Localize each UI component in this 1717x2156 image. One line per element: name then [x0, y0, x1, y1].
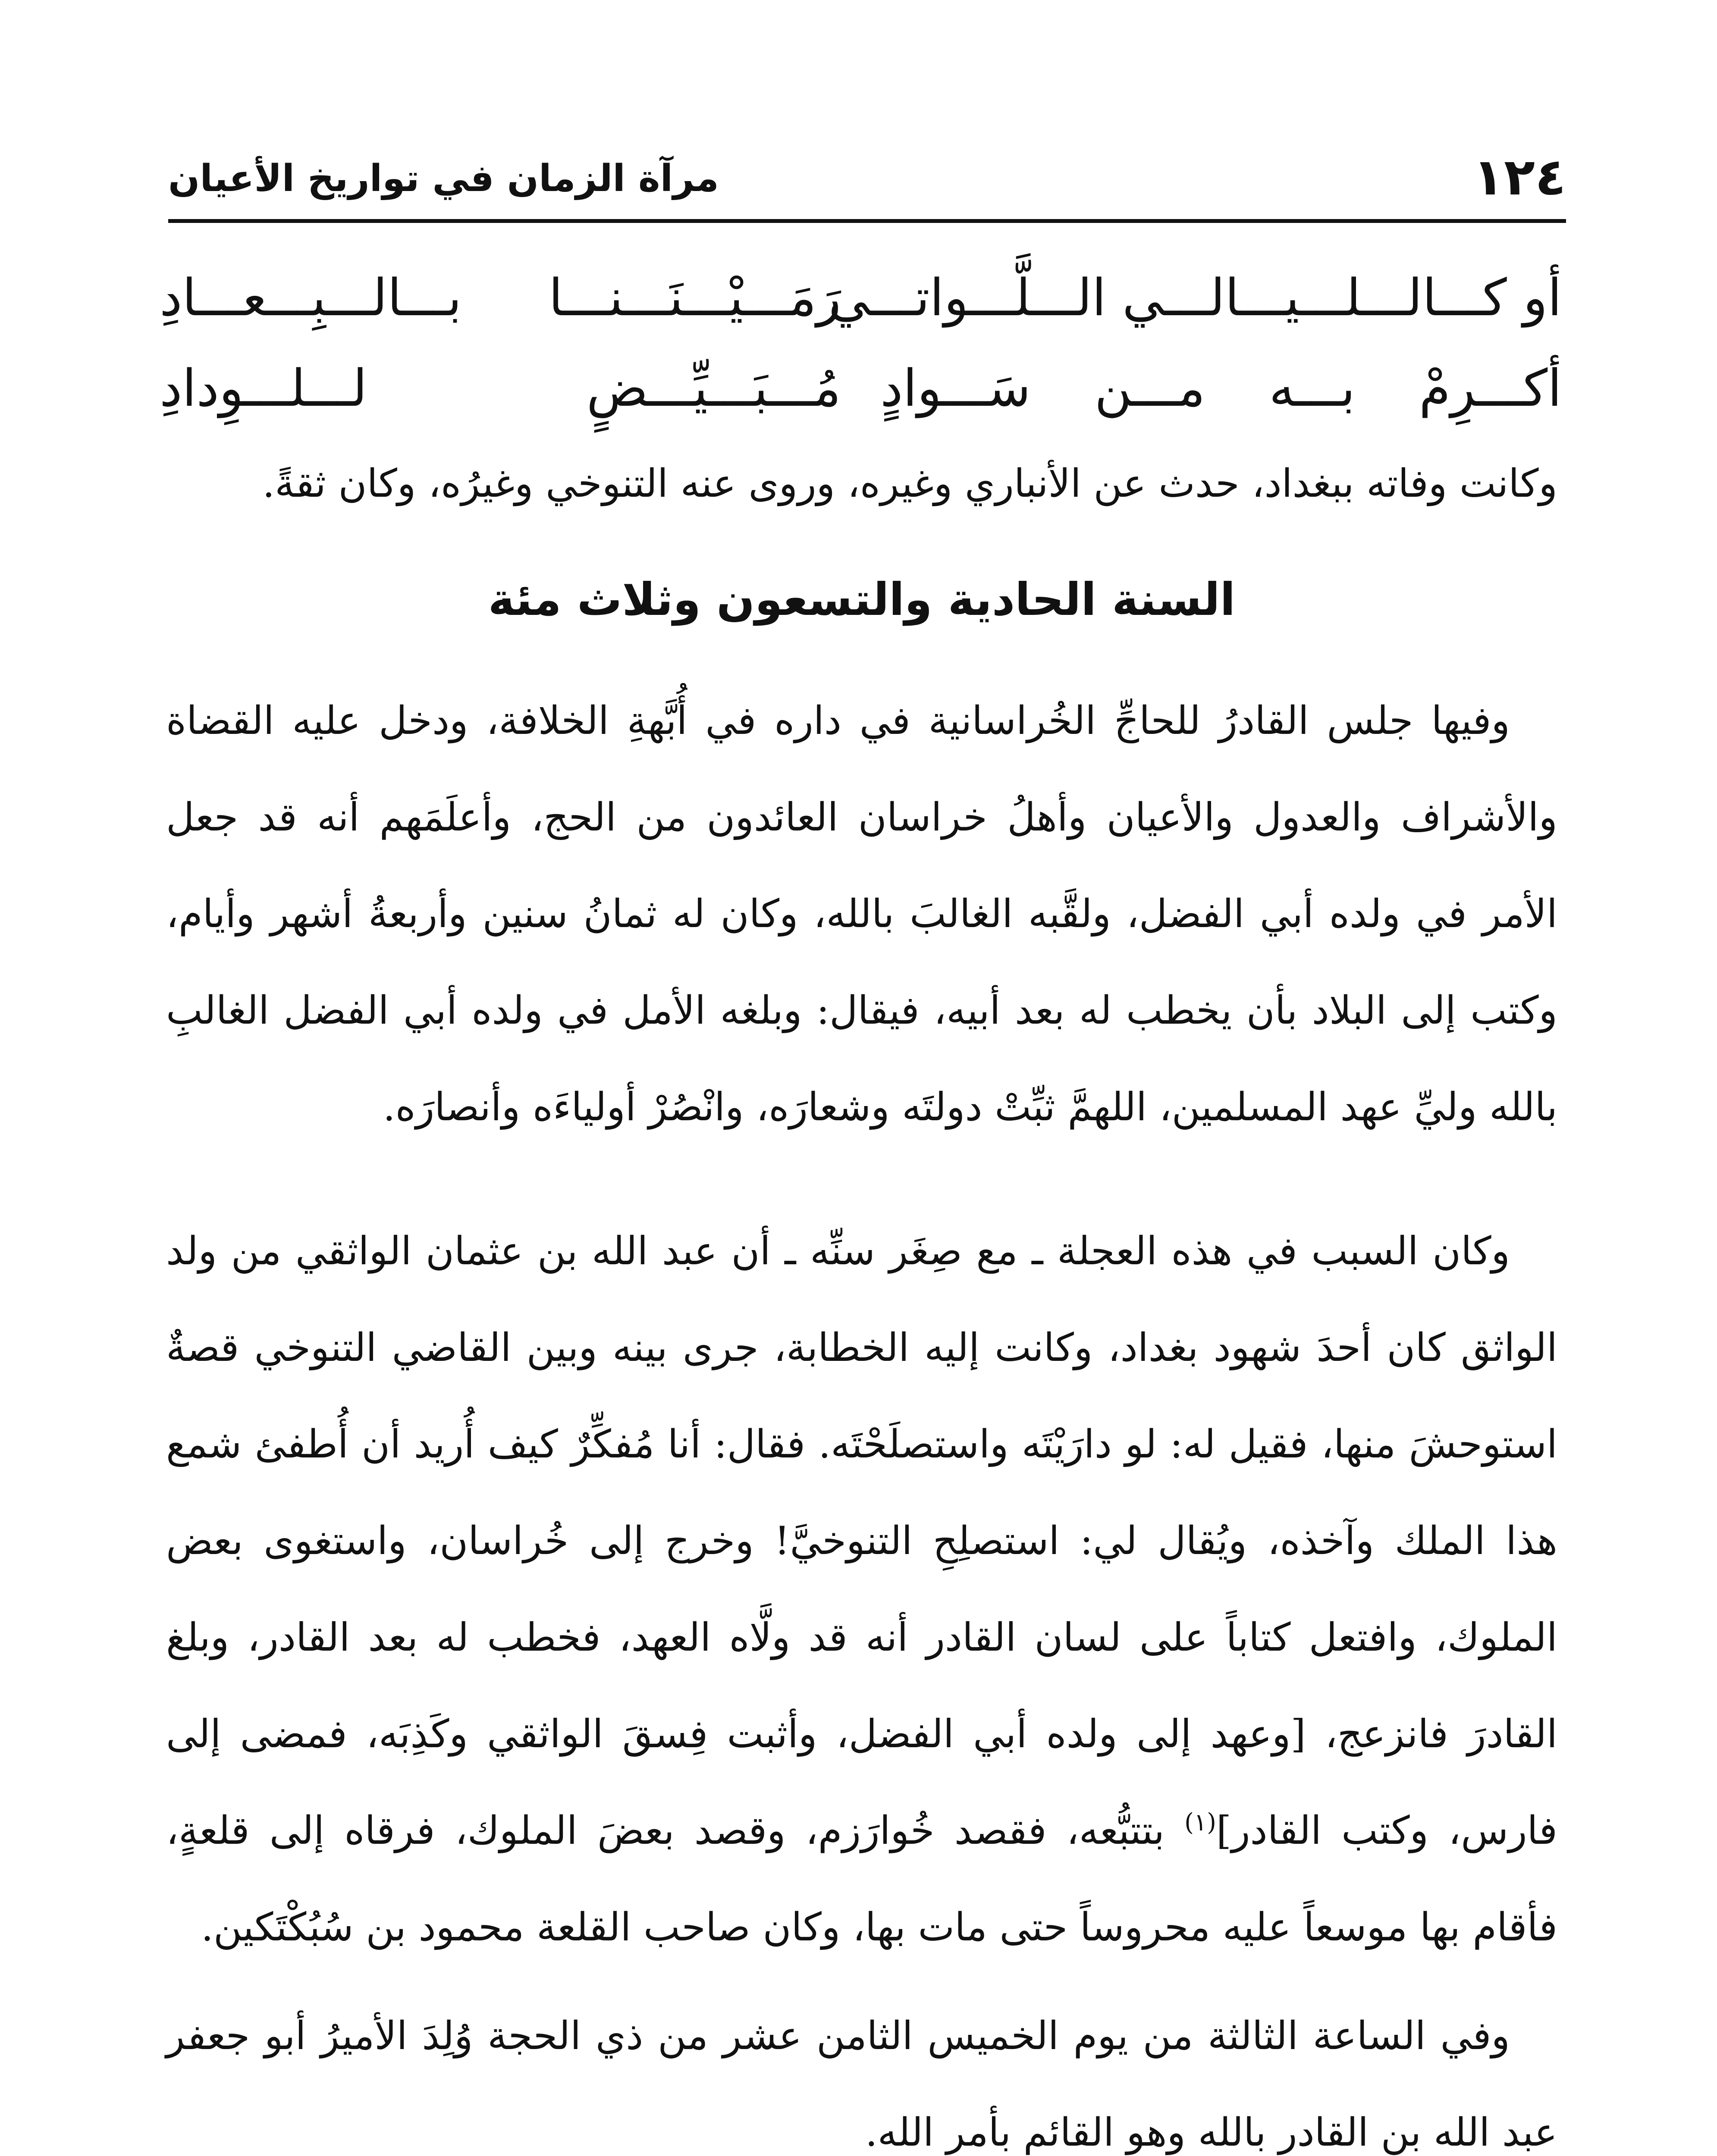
verse-first-hemistich: أو كـــالـــلـــيـــالـــي الـــلَّـــواتـــي — [828, 268, 1562, 327]
verse-first-hemistich: أكـــرِمْ بـــه مـــن سَـــوادٍ — [880, 358, 1562, 418]
footnote-reference[interactable]: (١) — [1184, 1808, 1216, 1836]
page-number: ١٢٤ — [1472, 147, 1566, 207]
page-header — [168, 147, 1566, 216]
running-title: مرآة الزمان في تواريخ الأعيان — [168, 157, 719, 200]
paragraph-hajj — [166, 2152, 1557, 2156]
verse-second-hemistich: رَمَـــيْـــنَـــنـــا بـــالـــبِـــعـــادِ — [160, 268, 841, 327]
poem-verse — [160, 349, 1562, 440]
paragraph-wathiqi — [166, 1203, 1557, 1976]
intro-paragraph: وكانت وفاته ببغداد، حدث عن الأنباري وغيره، وروى عنه التنوخي وغيرُه، وكان ثقةً. — [262, 461, 1557, 506]
paragraph-text: وكان السبب في هذه العجلة ـ مع صِغَر سنِّه ـ أن عبد الله بن عثمان الواثقي من ولد الواثق كان أحدَ شهود بغداد، وكانت إليه الخطابة، جرى بينه وبين القاضي التنوخي قصةٌ استوحشَ منها، فقيل له: لو دارَيْتَه واستصلَحْتَه. فقال: أنا مُفكِّرٌ كيف أُريد أن أُطفئ شمع هذا الملك وآخذه، ويُقال لي: استصلِحِ التنوخيَّ! وخرج إلى خُراسان، واستغوى بعض الملوك، وافتعل كتاباً على لسان القادر أنه قد ولَّاه العهد، فخطب له بعد القادر، وبلغ القادرَ فانزعج، [وعهد إلى ولده أبي الفضل، وأثبت فِسقَ الواثقي وكَذِبَه، فمضى إلى فارس، وكتب القادر] — [166, 1228, 1557, 1853]
paragraph-birth: وفي الساعة الثالثة من يوم الخميس الثامن عشر من ذي الحجة وُلِدَ الأميرُ أبو جعفر عبد الله بن القادر بالله وهو القائم بأمر الله. — [166, 2013, 1557, 2155]
header-rule — [168, 219, 1566, 223]
section-heading: السنة الحادية والتسعون وثلاث مئة — [488, 573, 1236, 626]
poem — [160, 241, 1562, 444]
poem-verse — [160, 259, 1562, 349]
paragraph-text: بتتبُّعه، فقصد خُوارَزم، وقصد بعضَ الملوك، فرقاه إلى قلعةٍ، فأقام بها موسعاً عليه محروساً حتى مات بها، وكان صاحب القلعة محمود بن سُبُكْتَكين. — [166, 1808, 1557, 1950]
paragraph-succession: وفيها جلس القادرُ للحاجِّ الخُراسانية في داره في أُبَّهةِ الخلافة، ودخل عليه القضاة والأشراف والعدول والأعيان وأهلُ خراسان العائدون من الحج، وأعلَمَهم أنه قد جعل الأمر في ولده أبي الفضل، ولقَّبه الغالبَ بالله، وكان له ثمانُ سنين وأربعةُ أشهر وأيام، وكتب إلى البلاد بأن يخطب له بعد أبيه، فيقال: وبلغه الأمل في ولده أبي الفضل الغالبِ بالله وليِّ عهد المسلمين، اللهمَّ ثبِّتْ دولتَه وشعارَه، وانْصُرْ أولياءَه وأنصارَه. — [166, 698, 1557, 1130]
verse-second-hemistich: مُـــبَـــيِّـــضٍ لـــلـــوِدادِ — [160, 358, 841, 418]
